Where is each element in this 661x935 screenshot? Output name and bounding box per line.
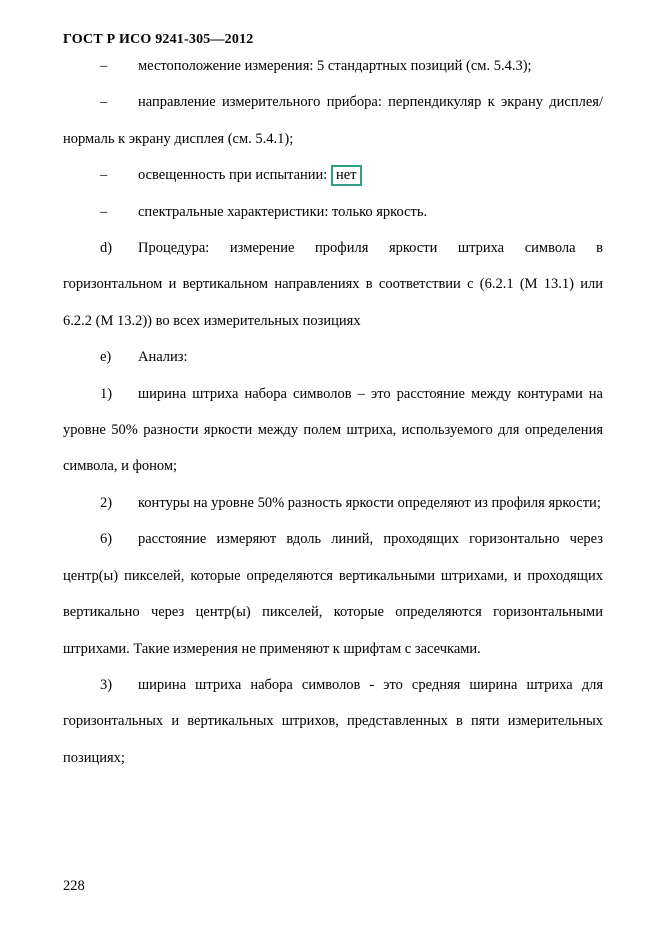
paragraph [63, 48, 603, 84]
list-marker: е) [100, 349, 112, 366]
text-segment: ширина штриха набора символов – это расстояние между контурами на уровне 50% разности яркости между полем штриха, используемого для определения символа, и фоном; [63, 385, 603, 475]
paragraph-text [138, 204, 427, 220]
paragraph-text [138, 495, 601, 511]
paragraph-text [138, 165, 362, 186]
paragraph [63, 230, 603, 339]
paragraph [63, 84, 603, 157]
paragraph-text [63, 677, 603, 766]
list-marker: – [100, 94, 108, 111]
paragraph-text [138, 349, 188, 365]
text-segment: контуры на уровне 50% разность яркости определяют из профиля яркости; [138, 494, 601, 511]
text-segment: освещенность при испытании: [138, 167, 331, 184]
paragraph-text [63, 94, 603, 146]
text-segment: расстояние измеряют вдоль линий, проходящих горизонтально через центр(ы) пикселей, которые определяются вертикальными штрихами, и проходящих вертикально через центр(ы) пикселей, которые определяются горизонтальными штрихами. Такие измерения не применяют к шрифтам с засечками. [63, 531, 603, 657]
paragraph [63, 339, 603, 375]
list-marker: 1) [100, 385, 113, 402]
text-segment: ширина штриха набора символов - это средняя ширина штриха для горизонтальных и вертикальных штрихов, представленных в пяти измерительных позициях; [63, 676, 603, 766]
paragraph [63, 376, 603, 485]
text-segment: направление измерительного прибора: перпендикуляр к экрану дисплея/нормаль к экрану дисплея (см. 5.4.1); [63, 94, 603, 147]
list-marker: – [100, 167, 108, 184]
list-marker: d) [100, 240, 113, 257]
page-number: 228 [63, 878, 85, 894]
list-marker: 6) [100, 531, 113, 548]
document-body [63, 48, 603, 776]
paragraph-text [63, 531, 603, 656]
paragraph [63, 194, 603, 230]
document-standard-title: ГОСТ Р ИСО 9241-305—2012 [63, 32, 254, 47]
paragraph-text [138, 58, 532, 74]
text-segment: Процедура: измерение профиля яркости штриха символа в горизонтальном и вертикальном направлениях в соответствии с (6.2.1 (М 13.1) или 6.2.2 (М 13.2)) во всех измерительных позициях [63, 240, 603, 329]
paragraph [63, 667, 603, 776]
annotation-boxed-word: нет [331, 165, 362, 186]
text-segment: местоположение измерения: 5 стандартных позиций (см. 5.4.3); [138, 58, 532, 74]
text-segment: спектральные характеристики: только яркость. [138, 203, 428, 220]
list-marker: 3) [100, 676, 113, 693]
paragraph [63, 157, 603, 193]
paragraph [63, 521, 603, 667]
paragraph-text [63, 386, 603, 475]
paragraph-text [63, 240, 603, 329]
paragraph [63, 485, 603, 521]
list-marker: – [100, 58, 108, 74]
list-marker: 2) [100, 494, 113, 511]
list-marker: – [100, 203, 108, 220]
text-segment: Анализ: [138, 349, 188, 366]
